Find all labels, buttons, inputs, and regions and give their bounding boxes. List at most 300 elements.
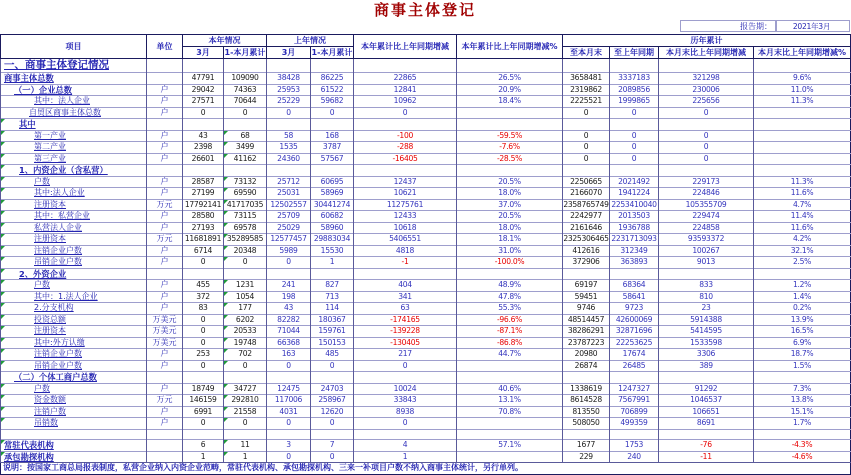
unit-cell: 万美元 [147,326,183,338]
value-cell [267,429,311,440]
value-cell: 68 [224,130,267,142]
value-cell: 2089856 [610,84,659,96]
value-cell: -1 [354,257,457,269]
value-cell: 9.6% [754,73,851,85]
value-cell [563,165,610,177]
value-cell: 59451 [563,291,610,303]
value-cell: 38286291 [563,326,610,338]
table-row [1,142,851,154]
table-row [1,130,851,142]
value-cell: 57567 [311,153,354,165]
value-cell: 15.1% [754,406,851,418]
value-cell: 12502557 [267,199,311,211]
value-cell: 9746 [563,303,610,315]
value-cell: -28.5% [457,153,563,165]
value-cell: 24360 [267,153,311,165]
value-cell: 1231 [224,280,267,292]
value-cell: 229474 [659,211,754,223]
table-row [1,337,851,349]
value-cell: 5989 [267,245,311,257]
row-label-cell: 第一产业 [1,130,147,142]
value-cell: -11 [659,451,754,463]
value-cell [754,429,851,440]
value-cell: 0 [267,451,311,463]
value-cell [354,429,457,440]
value-cell: 2398 [183,142,224,154]
value-cell: 0 [183,418,224,430]
value-cell: 4.2% [754,234,851,246]
unit-cell [147,119,183,131]
value-cell: 33843 [354,395,457,407]
table-row [1,360,851,372]
value-cell: -174165 [354,314,457,326]
value-cell: -139228 [354,326,457,338]
value-cell [354,165,457,177]
value-cell [224,429,267,440]
value-cell: 2325306465 [563,234,609,243]
value-cell [183,59,224,73]
value-cell: 40.6% [457,383,563,395]
value-cell: 21558 [224,406,267,418]
value-cell: 0 [267,418,311,430]
header-cum-previous: 1-本月累计 [311,47,353,57]
value-cell: 86225 [311,73,354,85]
value-cell: 4031 [267,406,311,418]
value-cell: 25953 [267,84,311,96]
value-cell: 91292 [659,383,754,395]
value-cell: 1 [224,451,267,463]
table-row [1,165,851,177]
value-cell [563,119,610,131]
header-historical-group: 历年累计 [563,35,851,47]
value-cell: 25031 [267,188,311,200]
value-cell: 26485 [610,360,659,372]
value-cell [267,119,311,131]
value-cell: 41162 [224,153,267,165]
value-cell: 389 [659,360,754,372]
value-cell: 455 [183,280,224,292]
value-cell [659,268,754,280]
row-label-cell: 1、内资企业（含私营） [1,165,147,177]
value-cell: 2013503 [610,211,659,223]
value-cell: 0 [267,360,311,372]
value-cell: 18.0% [457,188,563,200]
value-cell: 3306 [659,349,754,361]
value-cell: 0 [224,418,267,430]
value-cell [457,429,563,440]
report-period-label: 报告期： [680,20,776,32]
value-cell: 11681891 [183,234,224,246]
value-cell: -288 [354,142,457,154]
value-cell: 229 [563,451,610,463]
value-cell: 1.4% [754,291,851,303]
unit-cell: 户 [147,349,183,361]
value-cell: 168 [311,130,354,142]
value-cell: 20.5% [457,176,563,188]
value-cell: 258967 [311,395,354,407]
value-cell: 3337183 [610,73,659,85]
value-cell: 4 [354,440,457,452]
value-cell: 20.9% [457,84,563,96]
value-cell: 1753 [610,440,659,452]
value-cell: 25229 [267,96,311,108]
value-cell: 93593372 [659,234,754,246]
value-cell [563,268,610,280]
table-row [1,383,851,395]
value-cell [754,130,851,142]
header-march-current: 3月 [183,47,224,59]
row-label-cell: 投资总额 [1,314,147,326]
value-cell: 9723 [610,303,659,315]
value-cell [754,107,851,119]
value-cell: 1046537 [659,395,754,407]
value-cell: 8614528 [563,395,610,407]
value-cell: -96.6% [457,314,563,326]
value-cell: 253 [183,349,224,361]
value-cell [183,165,224,177]
value-cell: 13.9% [754,314,851,326]
value-cell: 70644 [224,96,267,108]
table-row [1,303,851,315]
row-label-cell: 注册资本 [1,326,147,338]
value-cell: 0 [354,418,457,430]
value-cell [659,59,754,73]
value-cell: 0 [183,360,224,372]
value-cell: 58969 [311,188,354,200]
value-cell: -100 [354,130,457,142]
header-end-previous: 至上年同期 [610,47,659,59]
value-cell: 0 [563,107,610,119]
value-cell: 833 [659,280,754,292]
value-cell: 2242977 [563,211,610,223]
header-cum-current: 1-本月累计 [224,47,266,57]
value-cell: 24703 [311,383,354,395]
value-cell [754,142,851,154]
value-cell: 12475 [267,383,311,395]
value-cell: 73115 [224,211,267,223]
value-cell: 341 [354,291,457,303]
value-cell: 6202 [224,314,267,326]
table-row [1,119,851,131]
row-label-cell: 2、外资企业 [1,268,147,280]
table-body [1,59,851,463]
value-cell: 2358765749 [563,199,609,209]
value-cell [457,59,563,73]
value-cell: 813550 [563,406,610,418]
table-header [1,35,851,59]
table-row [1,257,851,269]
value-cell: 11.0% [754,84,851,96]
value-cell [754,268,851,280]
value-cell: 312349 [610,245,659,257]
value-cell: 4.7% [754,199,851,211]
value-cell: 0 [267,257,311,269]
value-cell: 5414595 [659,326,754,338]
value-cell: 1.5% [754,360,851,372]
value-cell: 18.4% [457,96,563,108]
value-cell: 10024 [354,383,457,395]
value-cell: 225656 [659,96,754,108]
value-cell: 15530 [311,245,354,257]
value-cell: 11 [224,440,267,452]
value-cell: 0 [659,153,754,165]
unit-cell: 万元 [147,234,183,246]
value-cell: 22253625 [610,337,659,349]
value-cell: 73132 [224,176,267,188]
value-cell: 3499 [224,142,267,154]
unit-cell [147,429,183,440]
value-cell: 485 [311,349,354,361]
value-cell [224,268,267,280]
report-period [0,20,850,34]
value-cell: 5914388 [659,314,754,326]
value-cell: 47.8% [457,291,563,303]
value-cell [267,165,311,177]
value-cell: 0 [659,142,754,154]
value-cell: 69578 [224,222,267,234]
header-current-year-group: 本年情况 [183,35,267,47]
value-cell: -59.5% [457,130,563,142]
unit-cell: 户 [147,142,183,154]
value-cell: 29883034 [311,234,354,246]
value-cell: 32871696 [610,326,659,338]
table-row [1,268,851,280]
value-cell: 12437 [354,176,457,188]
value-cell: 58641 [610,291,659,303]
value-cell: 1 [354,451,457,463]
unit-cell: 户 [147,130,183,142]
value-cell [311,165,354,177]
value-cell: 48.9% [457,280,563,292]
value-cell: 57.1% [457,440,563,452]
value-cell: 60682 [311,211,354,223]
value-cell: 61522 [311,84,354,96]
value-cell: 0 [311,107,354,119]
value-cell: 810 [659,291,754,303]
value-cell: 71044 [267,326,311,338]
value-cell: 63 [354,303,457,315]
table-row [1,59,851,73]
value-cell: 499359 [610,418,659,430]
row-label-cell: 其中：法人企业 [1,96,147,108]
value-cell: -16405 [354,153,457,165]
unit-cell: 户 [147,153,183,165]
value-cell: 20.5% [457,211,563,223]
value-cell: 11.6% [754,188,851,200]
value-cell: 70.8% [457,406,563,418]
value-cell: 35289585 [224,234,267,246]
value-cell [754,372,851,384]
value-cell: 0 [659,130,754,142]
row-label-cell: 一、商事主体登记情况 [1,59,147,73]
value-cell: 412616 [563,245,610,257]
unit-cell: 户 [147,222,183,234]
value-cell: 17674 [610,349,659,361]
value-cell [610,59,659,73]
table-row [1,372,851,384]
value-cell: 163 [267,349,311,361]
value-cell: 18.1% [457,234,563,246]
value-cell: 0 [311,418,354,430]
value-cell: -76 [659,440,754,452]
value-cell [754,165,851,177]
value-cell: 1338619 [563,383,610,395]
value-cell [311,372,354,384]
table-row [1,107,851,119]
value-cell: 508050 [563,418,610,430]
registration-table [0,34,851,475]
value-cell [224,59,267,73]
value-cell: 0 [183,314,224,326]
value-cell: 1535 [267,142,311,154]
unit-cell: 户 [147,245,183,257]
value-cell: -87.1% [457,326,563,338]
table-row [1,395,851,407]
row-label-cell: 注销户数 [1,406,147,418]
value-cell: 37.0% [457,199,563,211]
value-cell: 713 [311,291,354,303]
value-cell: 198 [267,291,311,303]
row-label-cell: 其中:外方认缴 [1,337,147,349]
value-cell: 66368 [267,337,311,349]
value-cell: 2250665 [563,176,610,188]
value-cell: 44.7% [457,349,563,361]
unit-cell [147,372,183,384]
value-cell [224,372,267,384]
value-cell: 12620 [311,406,354,418]
value-cell [267,268,311,280]
value-cell [457,119,563,131]
table-row [1,406,851,418]
value-cell [354,268,457,280]
value-cell [183,372,224,384]
value-cell [457,418,563,430]
value-cell: 229173 [659,176,754,188]
header-ytd-diff: 本年累计比上年同期增减 [354,35,457,59]
value-cell: 0 [224,107,267,119]
value-cell: 217 [354,349,457,361]
value-cell: 48514457 [563,314,610,326]
value-cell: 27193 [183,222,224,234]
value-cell: -4.6% [754,451,851,463]
value-cell: 23787223 [563,337,610,349]
value-cell: 0 [659,107,754,119]
value-cell: 55.3% [457,303,563,315]
table-row [1,222,851,234]
value-cell [659,119,754,131]
value-cell: 6 [183,440,224,452]
row-label-cell: 户数 [1,176,147,188]
row-label-cell: 自贸区商事主体总数 [1,107,147,119]
value-cell: 0 [224,257,267,269]
value-cell [659,372,754,384]
value-cell [754,59,851,73]
value-cell: 0 [183,257,224,269]
value-cell: 27571 [183,96,224,108]
value-cell: 5406551 [354,234,457,246]
value-cell: 372 [183,291,224,303]
value-cell: 3658481 [563,73,610,85]
value-cell [183,429,224,440]
table-row [1,84,851,96]
header-hist-diff-pct: 本月末比上年同期增减% [754,47,851,59]
value-cell: 0 [224,360,267,372]
value-cell: 0.2% [754,303,851,315]
row-label-cell: 商事主体总数 [1,73,147,85]
value-cell: 22865 [354,73,457,85]
row-label-cell: （二）个体工商户总数 [1,372,147,384]
value-cell: 3787 [311,142,354,154]
table-row [1,234,851,246]
row-label-cell: 第三产业 [1,153,147,165]
value-cell: 100267 [659,245,754,257]
header-march-previous: 3月 [267,47,311,59]
value-cell: 83 [183,303,224,315]
value-cell: 59682 [311,96,354,108]
value-cell: 321298 [659,73,754,85]
note-row [1,463,851,475]
unit-cell: 户 [147,84,183,96]
value-cell: 0 [563,142,610,154]
value-cell [183,119,224,131]
value-cell: 114 [311,303,354,315]
value-cell: 2.5% [754,257,851,269]
value-cell [610,268,659,280]
unit-cell [147,59,183,73]
value-cell: 6714 [183,245,224,257]
unit-cell: 户 [147,257,183,269]
value-cell: 10621 [354,188,457,200]
row-label-cell: 吊销数 [1,418,147,430]
value-cell: 1.7% [754,418,851,430]
unit-cell: 万美元 [147,337,183,349]
value-cell: 702 [224,349,267,361]
value-cell: 7 [311,440,354,452]
value-cell: 146159 [183,395,224,407]
value-cell: 9013 [659,257,754,269]
value-cell: 0 [267,107,311,119]
value-cell: 1936788 [610,222,659,234]
value-cell: 13.1% [457,395,563,407]
unit-cell: 户 [147,360,183,372]
table-row [1,280,851,292]
value-cell: 1941224 [610,188,659,200]
value-cell: 12841 [354,84,457,96]
header-unit: 单位 [147,35,183,59]
value-cell [267,59,311,73]
value-cell: 0 [610,153,659,165]
value-cell [610,119,659,131]
table-row [1,326,851,338]
value-cell: 27199 [183,188,224,200]
unit-cell: 户 [147,211,183,223]
value-cell [311,59,354,73]
unit-cell [147,73,183,85]
value-cell: 4818 [354,245,457,257]
header-end-current: 至本月末 [563,47,610,59]
value-cell: -7.6% [457,142,563,154]
row-label-cell: 吊销企业户数 [1,360,147,372]
value-cell: 1533598 [659,337,754,349]
value-cell: 7.3% [754,383,851,395]
table-row [1,199,851,211]
row-label-cell: （一）企业总数 [1,84,147,96]
value-cell [183,268,224,280]
value-cell: 31.0% [457,245,563,257]
report-period-value: 2021年3月 [776,20,850,32]
row-label-cell: 私营法人企业 [1,222,147,234]
value-cell: -100.0% [457,257,563,269]
